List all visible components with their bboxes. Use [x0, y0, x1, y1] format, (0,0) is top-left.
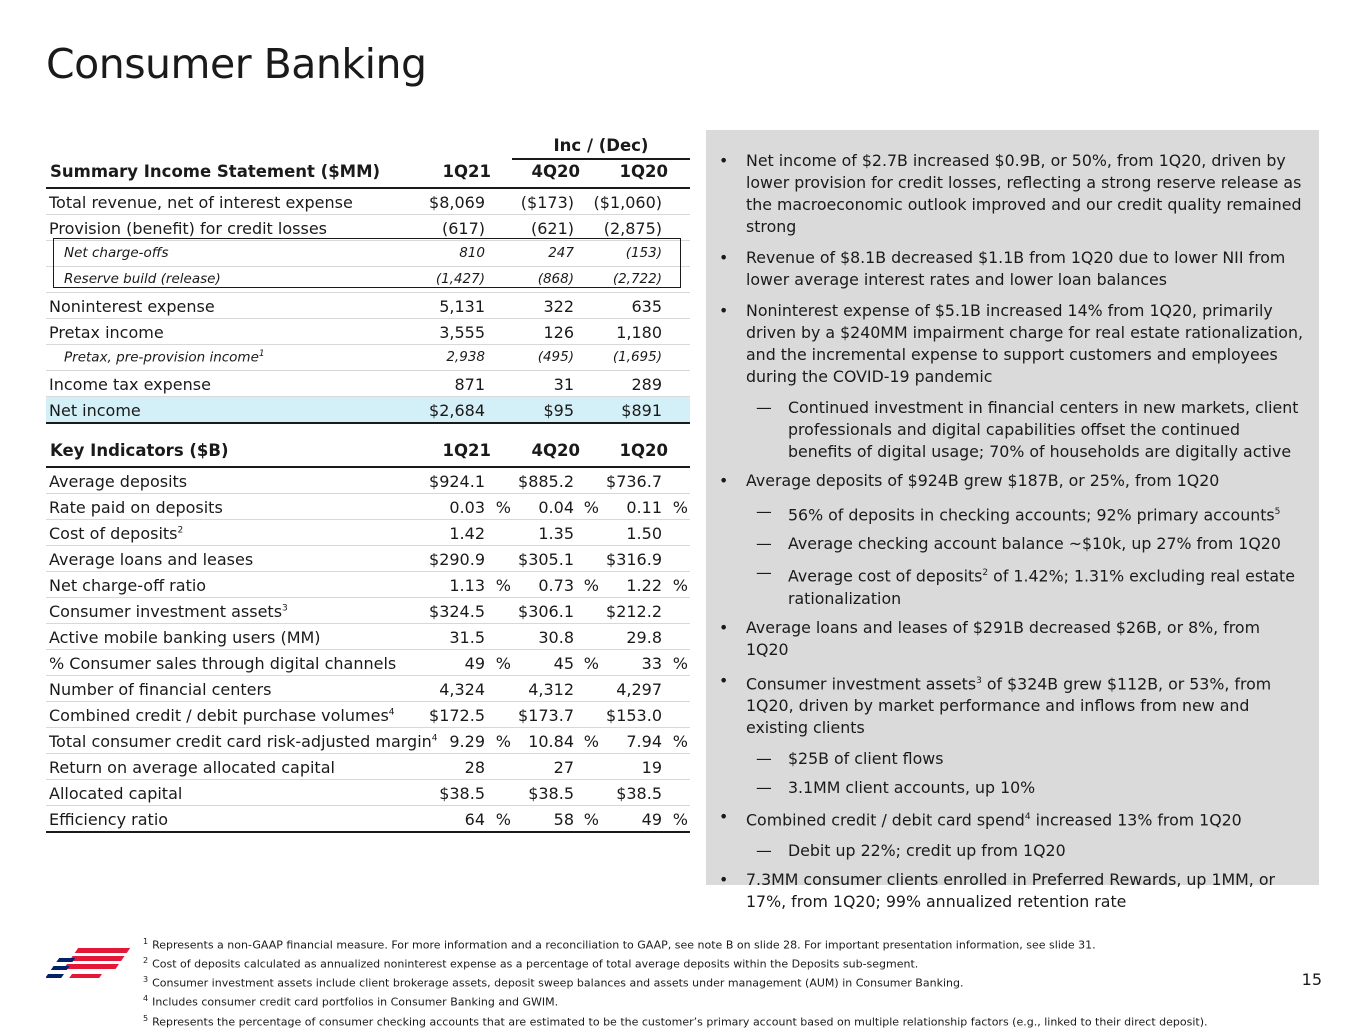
value-c1: 49 — [464, 654, 485, 673]
value-c2: 45 — [553, 654, 574, 673]
value-c3: 4,297 — [616, 680, 662, 699]
bullet-card-spend: • Combined credit / debit card spend$^4$ increased 13% from 1Q20 — [706, 806, 1306, 831]
value-c2: 27 — [553, 758, 574, 777]
row-label — [64, 271, 221, 287]
value-c3: 19 — [641, 758, 662, 777]
value-c3: $736.7 — [606, 472, 662, 491]
percent-sign: % — [583, 654, 599, 673]
value-c2: 247 — [548, 245, 574, 261]
value-c3: (153) — [625, 245, 662, 261]
row-label — [49, 524, 183, 543]
row-label — [49, 628, 321, 647]
row-label-text: Total consumer credit card risk-adjusted margin — [49, 732, 432, 751]
footnotes — [143, 934, 1207, 1030]
bullet-average-loans: • Average loans and leases of $291B decreased $26B, or 8%, from 1Q20 — [706, 617, 1306, 661]
summary-header — [46, 157, 690, 189]
footnote-number: 4 — [143, 994, 149, 1004]
footnote-ref: 2 — [177, 525, 184, 536]
footnote-ref: 1 — [258, 349, 265, 359]
row-label — [49, 576, 206, 595]
value-c1: 64 — [464, 810, 485, 829]
table-row — [46, 319, 690, 345]
value-c3: $212.2 — [606, 602, 662, 621]
table-row — [46, 572, 690, 598]
row-label-text: Pretax income — [49, 323, 164, 342]
row-label — [49, 784, 182, 803]
footnote-text: Represents a non-GAAP financial measure. For more information and a reconciliation to GAAP, see note B on slide 28. For important presentation information, see slide 31. — [152, 938, 1096, 952]
footnote-number: 2 — [143, 956, 149, 966]
row-label-text: Efficiency ratio — [49, 810, 169, 829]
bullet-average-deposits: • Average deposits of $924B grew $187B, or 25%, from 1Q20 — [706, 470, 1306, 492]
sub-bullet-client-flows: — $25B of client flows — [706, 748, 1306, 770]
value-c1: 31.5 — [449, 628, 485, 647]
value-c3: (1,695) — [612, 349, 662, 365]
table-row — [46, 728, 690, 754]
value-c1: $38.5 — [439, 784, 485, 803]
table-row — [46, 702, 690, 728]
row-label-text: Average loans and leases — [49, 550, 254, 569]
row-label-text: Allocated capital — [49, 784, 183, 803]
table-row — [46, 650, 690, 676]
row-label — [49, 654, 396, 673]
value-c1: 871 — [454, 375, 485, 394]
sub-bullet-checking-balance: — Average checking account balance ~$10k, up 27% from 1Q20 — [706, 533, 1306, 555]
sub-bullet-cost-of-deposits: — Average cost of deposits$^2$ of 1.42%; 1.31% excluding real estate rationalization — [706, 562, 1306, 609]
footnote-number: 1 — [143, 937, 149, 946]
value-c1: 9.29 — [449, 732, 485, 751]
row-label — [49, 375, 211, 394]
table-row — [46, 520, 690, 546]
row-label-text: Reserve build (release) — [64, 271, 221, 287]
table-row — [46, 397, 690, 424]
row-label-text: Active mobile banking users (MM) — [49, 628, 321, 647]
bullet-investment-assets: • Consumer investment assets$^3$ of $324B grew $112B, or 53%, from 1Q20, driven by market performance and inflows from new and existing clients — [706, 670, 1306, 739]
table-row — [46, 267, 690, 293]
value-c2: (495) — [537, 349, 574, 365]
value-c1: $8,069 — [429, 193, 485, 212]
percent-sign: % — [583, 498, 599, 517]
value-c2: $305.1 — [518, 550, 574, 569]
value-c3: $316.9 — [606, 550, 662, 569]
value-c1: $290.9 — [429, 550, 485, 569]
header-label: Summary Income Statement ($MM) — [50, 162, 381, 181]
table-row — [46, 546, 690, 572]
footnote-line — [143, 934, 1207, 953]
inc-dec-label: Inc / (Dec) — [512, 136, 690, 160]
value-c1: $324.5 — [429, 602, 485, 621]
value-c2: $95 — [543, 401, 574, 420]
row-label — [49, 550, 253, 569]
value-c2: $38.5 — [528, 784, 574, 803]
row-label-text: Pretax, pre-provision income — [64, 349, 259, 366]
value-c3: $153.0 — [606, 706, 662, 725]
value-c1: 3,555 — [439, 323, 485, 342]
table-row — [46, 494, 690, 520]
value-c2: 31 — [553, 375, 574, 394]
row-label-text: Net charge-offs — [64, 245, 169, 261]
header-col-4q20: 4Q20 — [531, 441, 580, 460]
row-label — [49, 219, 327, 238]
percent-sign: % — [495, 576, 511, 595]
value-c1: 0.03 — [449, 498, 485, 517]
row-label-text: Net income — [49, 401, 141, 420]
row-label — [49, 758, 335, 777]
row-label — [49, 401, 141, 420]
value-c2: $306.1 — [518, 602, 574, 621]
value-c1: $924.1 — [429, 472, 485, 491]
sub-bullet-debit-credit: — Debit up 22%; credit up from 1Q20 — [706, 840, 1306, 862]
row-label — [49, 193, 353, 212]
bullet-preferred-rewards: • 7.3MM consumer clients enrolled in Preferred Rewards, up 1MM, or 17%, from 1Q20; 99% annualized retention rate — [706, 869, 1306, 913]
table-row — [46, 676, 690, 702]
value-c2: (621) — [530, 219, 574, 238]
footnote-line — [143, 953, 1207, 972]
row-label-text: Average deposits — [49, 472, 188, 491]
header-col-1q20: 1Q20 — [619, 162, 668, 181]
table-row — [46, 624, 690, 650]
commentary-panel — [706, 130, 1319, 912]
row-label-text: Return on average allocated capital — [49, 758, 335, 777]
row-label — [49, 323, 164, 342]
value-c3: 289 — [631, 375, 662, 394]
footnote-text: Cost of deposits calculated as annualized noninterest expense as a percentage of total average deposits within the Deposits sub-segment. — [152, 957, 919, 971]
row-label-text: Consumer investment assets — [49, 602, 283, 621]
value-c3: (2,875) — [603, 219, 662, 238]
row-label — [49, 810, 168, 829]
value-c2: $885.2 — [518, 472, 574, 491]
row-label — [49, 706, 395, 725]
value-c1: $2,684 — [429, 401, 485, 420]
row-label — [49, 602, 288, 621]
row-label-text: Net charge-off ratio — [49, 576, 207, 595]
row-label-text: Combined credit / debit purchase volumes — [49, 706, 389, 725]
value-c1: 5,131 — [439, 297, 485, 316]
value-c3: 29.8 — [626, 628, 662, 647]
value-c1: 28 — [464, 758, 485, 777]
value-c3: 1.50 — [626, 524, 662, 543]
value-c1: (617) — [441, 219, 485, 238]
row-label — [49, 472, 187, 491]
page-number: 15 — [1301, 970, 1322, 989]
percent-sign: % — [672, 654, 688, 673]
percent-sign: % — [583, 810, 599, 829]
percent-sign: % — [495, 498, 511, 517]
key-header — [46, 436, 690, 468]
value-c1: (1,427) — [435, 271, 485, 287]
header-label: Key Indicators ($B) — [50, 441, 229, 460]
value-c2: 1.35 — [538, 524, 574, 543]
value-c3: 49 — [641, 810, 662, 829]
value-c2: 58 — [553, 810, 574, 829]
value-c2: 4,312 — [528, 680, 574, 699]
table-row — [46, 293, 690, 319]
value-c3: 635 — [631, 297, 662, 316]
table-row — [46, 241, 690, 267]
value-c3: $38.5 — [616, 784, 662, 803]
footnote-line — [143, 991, 1207, 1010]
value-c1: 1.13 — [449, 576, 485, 595]
percent-sign: % — [672, 576, 688, 595]
row-label — [49, 732, 438, 751]
value-c2: (868) — [537, 271, 574, 287]
summary-income-table — [46, 157, 690, 424]
percent-sign: % — [672, 732, 688, 751]
table-row — [46, 371, 690, 397]
table-row — [46, 598, 690, 624]
row-label — [64, 245, 169, 261]
header-col-1q21: 1Q21 — [442, 162, 491, 181]
header-col-1q20: 1Q20 — [619, 441, 668, 460]
value-c2: $173.7 — [518, 706, 574, 725]
row-label-text: Rate paid on deposits — [49, 498, 223, 517]
value-c2: 126 — [543, 323, 574, 342]
value-c1: 2,938 — [446, 349, 485, 365]
value-c1: 1.42 — [449, 524, 485, 543]
value-c2: ($173) — [520, 193, 574, 212]
table-row — [46, 754, 690, 780]
row-label — [49, 680, 271, 699]
value-c2: 30.8 — [538, 628, 574, 647]
percent-sign: % — [672, 810, 688, 829]
table-row — [46, 806, 690, 833]
footnote-number: 3 — [143, 975, 149, 985]
sub-bullet-checking-share: — 56% of deposits in checking accounts; 92% primary accounts$^5$ — [706, 501, 1306, 526]
sub-bullet-client-accounts: — 3.1MM client accounts, up 10% — [706, 777, 1306, 799]
percent-sign: % — [495, 810, 511, 829]
bullet-list — [706, 150, 1306, 922]
percent-sign: % — [495, 732, 511, 751]
footnote-text: Consumer investment assets include client brokerage assets, deposit sweep balances and assets under management (AUM) in Consumer Banking. — [152, 976, 964, 990]
footnote-text: Represents the percentage of consumer checking accounts that are estimated to be the customer’s primary account based on multiple relationship factors (e.g., linked to their direct deposit). — [152, 1015, 1208, 1029]
header-col-1q21: 1Q21 — [442, 441, 491, 460]
table-row — [46, 780, 690, 806]
footnote-text: Includes consumer credit card portfolios in Consumer Banking and GWIM. — [152, 996, 559, 1010]
footnote-ref: 4 — [431, 733, 438, 744]
bullet-net-income: • Net income of $2.7B increased $0.9B, or 50%, from 1Q20, driven by lower provision for credit losses, reflecting a strong reserve release as the macroeconomic outlook improved and our credit quality remained strong — [706, 150, 1306, 238]
footnote-ref: 4 — [388, 707, 395, 718]
row-label-text: Total revenue, net of interest expense — [49, 193, 353, 212]
key-indicators-table — [46, 436, 690, 833]
row-label-text: Income tax expense — [49, 375, 211, 394]
footnote-line — [143, 972, 1207, 991]
value-c3: 33 — [641, 654, 662, 673]
row-label-text: % Consumer sales through digital channels — [49, 654, 397, 673]
percent-sign: % — [672, 498, 688, 517]
bullet-revenue: • Revenue of $8.1B decreased $1.1B from 1Q20 due to lower NII from lower average interest rates and lower loan balances — [706, 247, 1306, 291]
row-label — [49, 498, 223, 517]
value-c3: 1,180 — [616, 323, 662, 342]
bank-flag-logo-icon — [46, 944, 136, 994]
value-c2: 10.84 — [528, 732, 574, 751]
row-label — [49, 297, 215, 316]
table-row — [46, 189, 690, 215]
row-label-text: Cost of deposits — [49, 524, 178, 543]
row-label-text: Noninterest expense — [49, 297, 215, 316]
value-c1: 4,324 — [439, 680, 485, 699]
value-c1: 810 — [459, 245, 485, 261]
value-c2: 0.04 — [538, 498, 574, 517]
table-row — [46, 345, 690, 371]
table-row — [46, 215, 690, 241]
page-title: Consumer Banking — [46, 40, 427, 88]
percent-sign: % — [583, 576, 599, 595]
value-c3: 1.22 — [626, 576, 662, 595]
value-c1: $172.5 — [429, 706, 485, 725]
value-c3: $891 — [621, 401, 662, 420]
bullet-noninterest-expense: • Noninterest expense of $5.1B increased 14% from 1Q20, primarily driven by a $240MM impairment charge for real estate rationalization, and the incremental expense to support customers and employees during the COVID-19 pandemic — [706, 300, 1306, 388]
footnote-ref: 3 — [282, 603, 288, 614]
sub-bullet-investment: — Continued investment in financial centers in new markets, client professionals and digital capabilities offset the continued benefits of digital usage; 70% of households are digitally active — [706, 397, 1306, 463]
percent-sign: % — [583, 732, 599, 751]
header-col-4q20: 4Q20 — [531, 162, 580, 181]
value-c3: (2,722) — [612, 271, 662, 287]
value-c3: 0.11 — [626, 498, 662, 517]
footnote-line — [143, 1011, 1207, 1030]
value-c2: 322 — [543, 297, 574, 316]
value-c2: 0.73 — [538, 576, 574, 595]
table-row — [46, 468, 690, 494]
value-c3: ($1,060) — [593, 193, 662, 212]
row-label-text: Number of financial centers — [49, 680, 272, 699]
percent-sign: % — [495, 654, 511, 673]
row-label-text: Provision (benefit) for credit losses — [49, 219, 327, 238]
footnote-number: 5 — [143, 1013, 149, 1023]
row-label — [64, 349, 265, 366]
value-c3: 7.94 — [626, 732, 662, 751]
